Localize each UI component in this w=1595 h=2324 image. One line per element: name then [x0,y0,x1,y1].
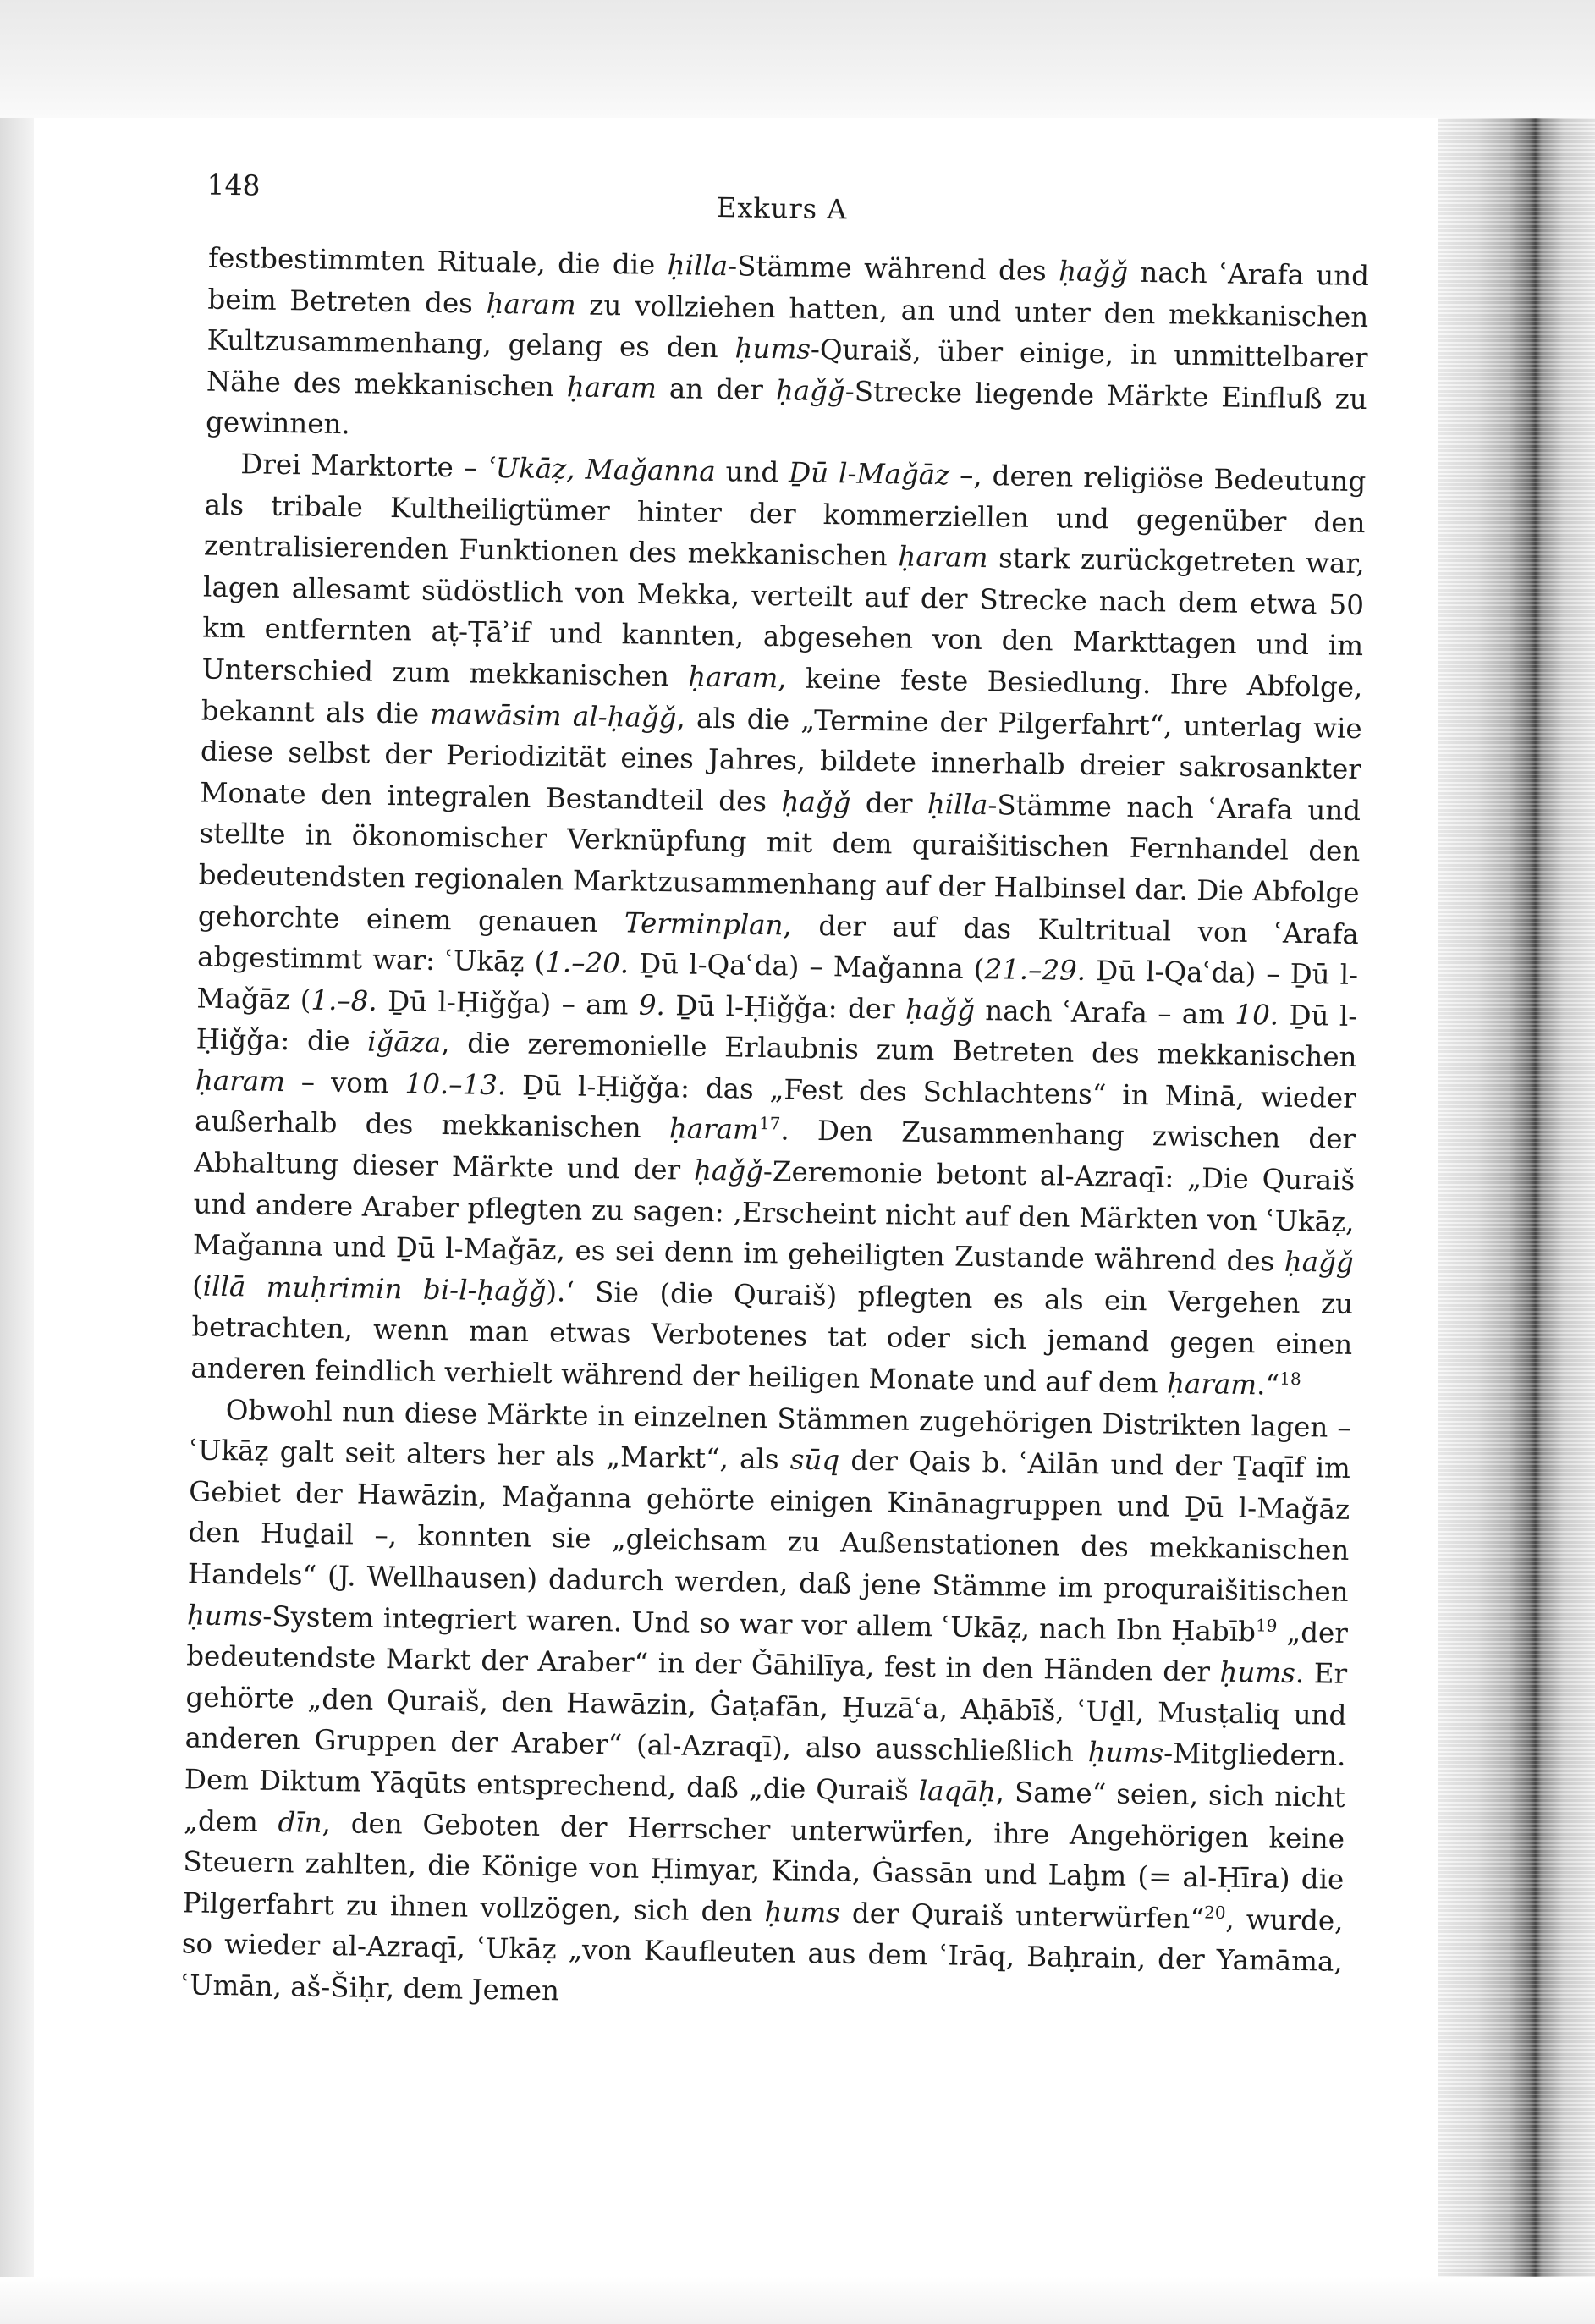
text-run: , den Geboten der Herrscher unterwürfen, ihre Angehörigen keine Steuern zahlten, die Könige von Ḥimyar, Kinda, Ġassān und Laḫm (= al-Ḥīra) die Pilgerfahrt zu ihnen vollzögen, sich den [182,1806,1345,1928]
footnote-ref: 17 [758,1113,781,1134]
italic-term: laqāḥ [918,1774,996,1809]
italic-term: Terminplan [624,906,784,941]
text-run: Ḏū l-Ḥiǧǧa) – am [377,984,640,1022]
text-run: an der [656,372,777,406]
text-run: Ḏū l-Qaʿda) – Maǧanna ( [628,947,985,986]
text-run: , wurde, so wieder al-Azraqī, ʿUkāẓ „von Kaufleuten aus dem ʿIrāq, Baḥrain, der Yamāma, ʿUmān, aš-Šiḥr, dem Jemen [180,1903,1344,2007]
body-text [149,237,1387,2024]
scan-shadow-left [0,0,34,2324]
text-run: -Strecke liegende Märkte Einfluß zu gewinnen. [205,375,1368,441]
text-run: zu vollziehen hatten, an und unter den mekkanischen Kultzusammenhang, gelang es den [206,289,1369,365]
text-run: , die zeremonielle Erlaubnis zum Betreten des mekkanischen [440,1027,1357,1074]
italic-term: dīn [278,1805,323,1839]
italic-term: ḥums [764,1895,841,1930]
italic-term: sūq [789,1443,840,1477]
footnote-ref: 20 [1203,1902,1226,1923]
italic-term: ḥaǧǧ [1284,1245,1355,1280]
italic-term: ḥaram [687,660,778,695]
text-run: , der auf das Kultritual von ʿArafa abgestimmt war: ʿUkāẓ ( [196,908,1360,979]
italic-term: ḥums [186,1598,263,1633]
running-title: Exkurs A [716,191,848,226]
text-run: -Zeremonie betont al-Azraqī: „Die Quraiš und andere Araber pflegten zu sagen: ‚Erscheint nicht auf den Märkten von ʿUkāẓ, Maǧanna und Ḏū l-Maǧāz, es sei denn im geheiligten Zustande während des [192,1155,1356,1278]
text-run: nach ʿArafa – am [974,994,1235,1031]
italic-term: ḥaram [668,1112,760,1147]
text-run: , als die „Termine der Pilgerfahrt“, unterlag wie diese selbst der Periodizität eines Jahres, bildete innerhalb dreier sakrosankter Monate den integralen Bestandteil des [199,701,1362,818]
text-run: Ḏū l-Qaʿda) – Ḏū l-Maǧāz ( [196,955,1359,1016]
text-run: Drei Marktorte – [240,448,488,484]
page-number: 148 [206,168,261,202]
text-run: und [715,455,789,489]
italic-term: illā muḥrimin bi-l-ḥaǧǧ [202,1269,547,1308]
italic-term: mawāsim al-ḥaǧǧ [430,697,677,734]
paragraph-1 [190,443,1366,1407]
text-run: stark zurückgetreten war, lagen allesamt südöstlich von Mekka, verteilt auf der Strecke nach dem etwa 50 km entfernten aṭ-Ṭāʾif und kannten, abgesehen von den Markttagen und im Unterschied zum mekkanischen [201,542,1366,693]
book-page [146,161,1388,2228]
text-run: .“ [1256,1369,1280,1402]
footnote-ref: 18 [1279,1368,1301,1390]
italic-term: ḥaǧǧ [781,785,851,819]
text-run: nach ʿArafa und beim Betreten des [207,256,1370,320]
italic-term: ḥilla [927,787,988,821]
text-run: ( [191,1269,204,1302]
text-run: . Den Zusammenhang zwischen der Abhaltung dieser Märkte und der [194,1114,1356,1187]
italic-term: 9. [638,989,666,1022]
italic-term: ʿUkāẓ, Maǧanna [487,451,716,487]
italic-term: ḥaram [566,371,657,405]
text-run: -Stämme nach ʿArafa und stellte in ökonomischer Verknüpfung mit dem quraišitischen Fernhandel den bedeutendsten regionalen Marktzusammenhang auf der Halbinsel dar. Die Abfolge gehorchte einem genauen [197,788,1361,939]
text-run: -System integriert waren. Und so war vor allem ʿUkāẓ, nach Ibn Ḥabīb [262,1600,1257,1648]
text-run: -Mitgliedern. Dem Diktum Yāqūts entsprechend, daß „die Quraiš [184,1737,1346,1807]
text-run: Ḏū l-Ḥiǧǧa: der [664,989,906,1026]
scan-bottom-edge [0,2277,1595,2324]
text-run: der [850,786,928,820]
text-run: festbestimmten Rituale, die die [207,241,668,282]
italic-term: 10.–13. [404,1067,507,1102]
italic-term: ḥilla [667,249,729,283]
text-run: –, deren religiöse Bedeutung als tribale Kultheiligtümer hinter der kommerziellen und gegenüber den zentralisierenden Funktionen des mekkanischen [203,459,1367,573]
italic-term: iǧāza [366,1025,442,1060]
italic-term: ḥaram [486,287,576,322]
italic-term: ḥaǧǧ [1058,255,1129,289]
text-run: -Quraiš, über einige, in unmittelbarer Nähe des mekkanischen [206,333,1368,404]
italic-term: 10. [1235,998,1279,1032]
text-run: Ḏū l-Ḥiǧǧa: die [195,999,1358,1058]
text-run: . Er gehörte „den Quraiš, den Hawāzin, Ġaṭafān, Ḫuzāʿa, Aḥābīš, ʿUḏl, Musṭaliq und anderen Gruppen der Araber“ (al-Azraqī), also ausschließlich [184,1657,1348,1769]
italic-term: ḥaǧǧ [905,993,976,1027]
italic-term: 1.–8. [311,983,378,1017]
italic-term: ḥaram [1166,1367,1257,1402]
book-gutter-shadow [1438,118,1595,2324]
text-run: , keine feste Besiedlung. Ihre Abfolge, bekannt als die [201,662,1363,730]
italic-term: Ḏū l-Maǧāz [788,456,950,492]
italic-term: 21.–29. [984,953,1086,988]
scan-top-margin [0,0,1595,118]
footnote-ref: 19 [1255,1614,1278,1636]
italic-term: 1.–20. [544,946,630,980]
italic-term: ḥaram [898,540,988,575]
text-run: ).‘ Sie (die Quraiš) pflegten es als ein Vergehen zu betrachten, wenn man etwas Verbotenes tat oder sich jemand gegen einen anderen feindlich verhielt während der heiligen Monate und auf dem [190,1275,1354,1400]
paragraph-0 [206,238,1370,461]
italic-term: ḥaǧǧ [693,1154,764,1188]
italic-term: ḥaram [195,1064,286,1099]
text-run: der Quraiš unterwürfen“ [839,1897,1205,1936]
text-run: – vom [284,1066,405,1100]
text-run: , Same“ seien, sich nicht „dem [183,1776,1346,1838]
italic-term: ḥums [734,332,811,366]
text-run: „der bedeutendste Markt der Araber“ in der Ǧāhilīya, fest in den Händen der [185,1616,1349,1688]
text-run: der Qais b. ʿAilān und der Ṯaqīf im Gebiet der Hawāzin, Maǧanna gehörte einigen Kinānagruppen und Ḏū l-Maǧāz den Huḏail –, konnten sie „gleichsam zu Außenstationen des mekkanischen Handels“ (J. Wellhausen) dadurch werden, daß jene Stämme im proquraišitischen [187,1444,1351,1608]
italic-term: ḥaǧǧ [775,373,846,408]
text-run: -Stämme während des [727,250,1059,288]
italic-term: ḥums [1087,1736,1164,1770]
text-run: Ḏū l-Ḥiǧǧa: das „Fest des Schlachtens“ in Minā, wieder außerhalb des mekkanischen [194,1069,1357,1145]
italic-term: ḥums [1219,1655,1296,1690]
paragraph-2 [181,1389,1351,2024]
text-run: Obwohl nun diese Märkte in einzelnen Stämmen zugehörigen Distrikten lagen – ʿUkāẓ galt seit alters her als „Markt“, als [189,1393,1351,1476]
